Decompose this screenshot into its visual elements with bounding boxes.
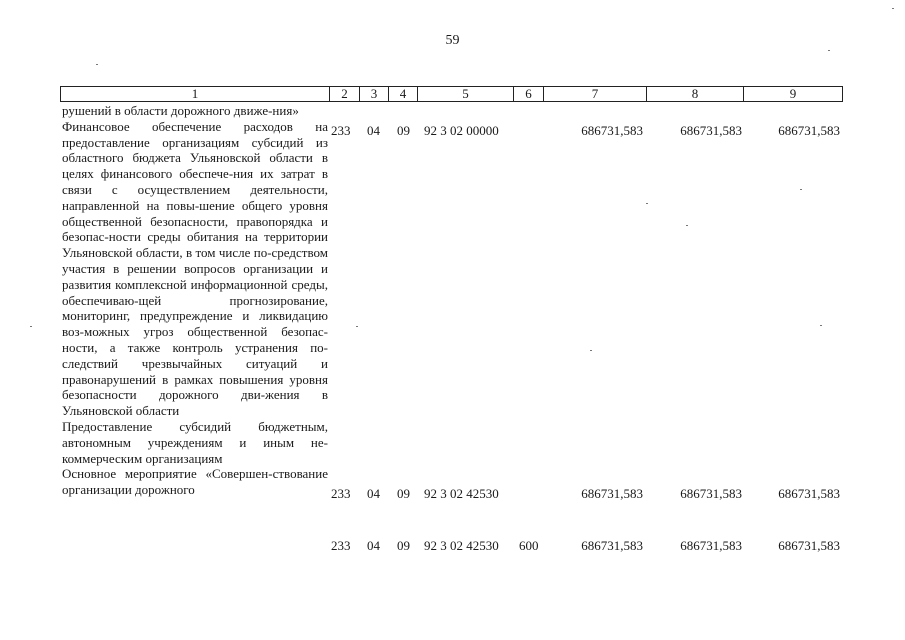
row-amount-col-7: 686731,583	[581, 538, 643, 553]
header-col-6: 6	[514, 87, 544, 102]
row-code-target: 92 3 02 00000	[424, 123, 499, 138]
scan-speck	[356, 326, 358, 327]
description-subsidies: Предоставление субсидий бюджетным, автономным учреждениям и иным не-коммерческим организациям	[62, 418, 328, 466]
row-code-target: 92 3 02 42530	[424, 486, 499, 501]
row-amount-col-8: 686731,583	[680, 538, 742, 553]
row-amount-col-7: 686731,583	[581, 486, 643, 501]
description-column	[62, 103, 328, 498]
header-col-9: 9	[744, 87, 843, 102]
table-row	[0, 486, 905, 502]
row-code-subsection: 09	[397, 486, 410, 501]
scan-speck	[820, 325, 822, 326]
table-row	[0, 123, 905, 139]
header-col-1: 1	[61, 87, 330, 102]
row-code-section: 04	[367, 123, 380, 138]
description-continuation: рушений в области дорожного движе-ния»	[62, 103, 299, 118]
row-code-section: 04	[367, 486, 380, 501]
header-col-2: 2	[330, 87, 360, 102]
row-amount-col-9: 686731,583	[778, 486, 840, 501]
row-amount-col-8: 686731,583	[680, 123, 742, 138]
header-col-7: 7	[544, 87, 647, 102]
row-code-target: 92 3 02 42530	[424, 538, 499, 553]
row-code-expense-type: 600	[519, 538, 539, 553]
row-code-section: 04	[367, 538, 380, 553]
header-col-8: 8	[647, 87, 744, 102]
header-col-3: 3	[360, 87, 389, 102]
table-row	[0, 538, 905, 554]
row-code-admin: 233	[331, 486, 351, 501]
scan-speck	[828, 50, 830, 51]
row-amount-col-8: 686731,583	[680, 486, 742, 501]
scan-speck	[30, 326, 32, 327]
row-amount-col-7: 686731,583	[581, 123, 643, 138]
row-amount-col-9: 686731,583	[778, 123, 840, 138]
page-number: 59	[445, 33, 460, 48]
header-col-4: 4	[389, 87, 418, 102]
header-col-5: 5	[418, 87, 514, 102]
row-code-admin: 233	[331, 538, 351, 553]
scan-speck	[96, 64, 98, 65]
description-financial-support: Финансовое обеспечение расходов на предоставление организациям субсидий из областного бюджета Ульяновской области в целях финансового обеспече-ния их затрат в связи с осуществлением деятельности, направленной на повы-шение общего уровня общественной безопасности, правопорядка и безопас-ности среды обитания на территории Ульяновской области, в том числе по-средством участия в решении вопросов организации и развития комплексной информационной среды, обеспечиваю-щей прогнозирование, мониторинг, предупреждение и ликвидацию воз-можных угроз общественной безопас-ности, а также контроль устранения по-следствий чрезвычайных ситуаций и правонарушений в рамках повышения уровня безопасности дорожного дви-жения в Ульяновской области	[62, 118, 328, 419]
description-main-activity: Основное мероприятие «Совершен-ствование организации дорожного	[62, 466, 328, 498]
scan-speck	[892, 8, 894, 9]
scan-speck	[646, 203, 648, 204]
scan-speck	[800, 189, 802, 190]
row-code-admin: 233	[331, 123, 351, 138]
scan-speck	[686, 225, 688, 226]
column-number-header	[60, 86, 843, 102]
row-code-subsection: 09	[397, 123, 410, 138]
scan-speck	[590, 350, 592, 351]
row-code-subsection: 09	[397, 538, 410, 553]
row-amount-col-9: 686731,583	[778, 538, 840, 553]
